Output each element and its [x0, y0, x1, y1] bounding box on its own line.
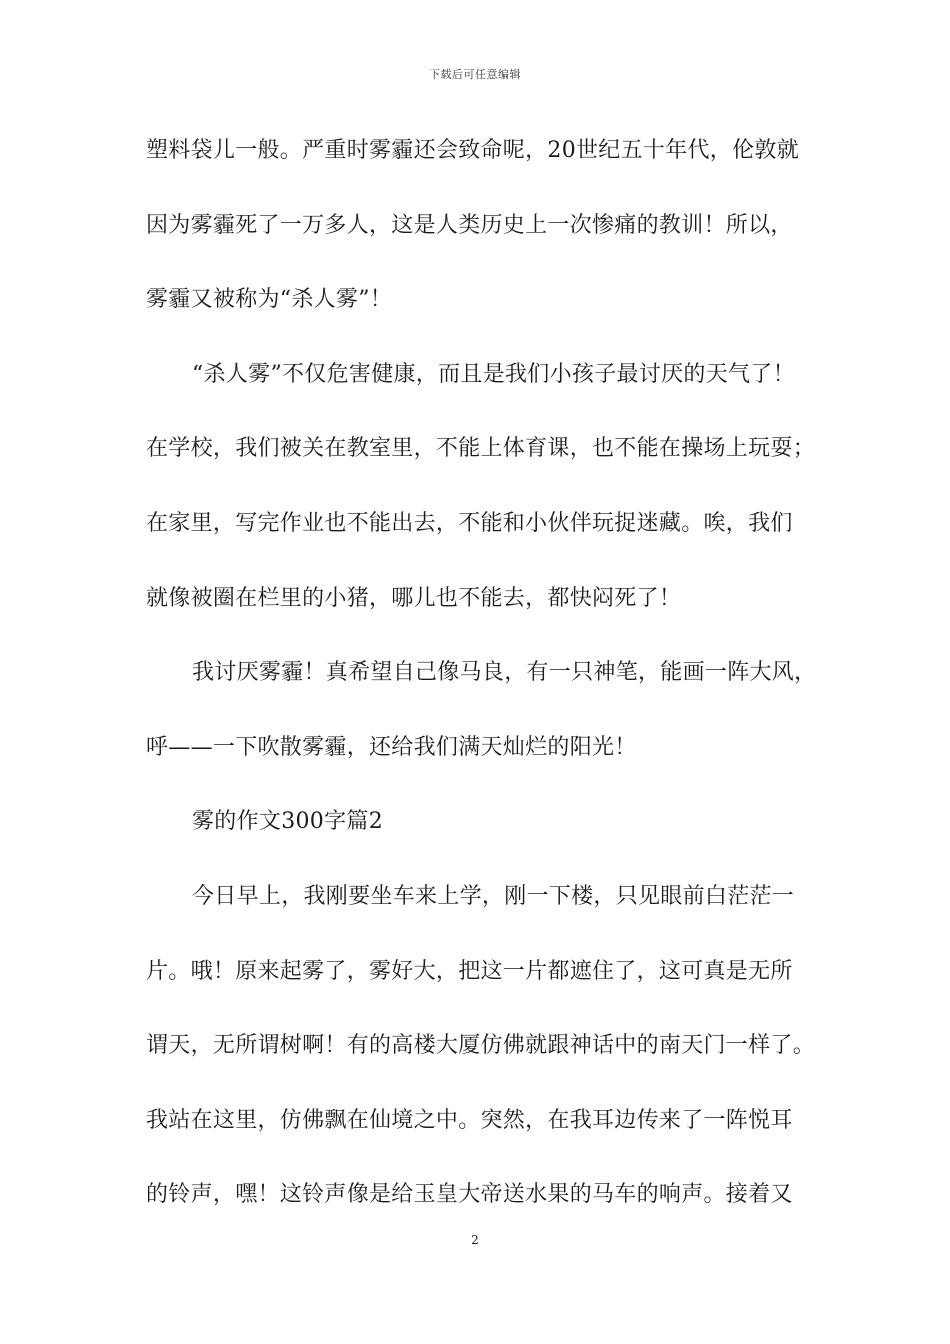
text-line: 塑料袋儿一般。严重时雾霾还会致命呢，20世纪五十年代，伦敦就 — [146, 138, 799, 163]
text-line: 在学校，我们被关在教室里，不能上体育课，也不能在操场上玩耍； — [146, 436, 816, 462]
text-line: 我讨厌雾霾！真希望自己像马良，有一只神笔，能画一阵大风， — [192, 660, 817, 686]
text-line: “杀人雾”不仅危害健康，而且是我们小孩子最讨厌的天气了！ — [192, 361, 795, 387]
text-line: 在家里，写完作业也不能出去，不能和小伙伴玩捉迷藏。唉，我们 — [146, 510, 793, 536]
section-heading: 雾的作文300字篇2 — [192, 809, 383, 835]
text-line: 因为雾霾死了一万多人，这是人类历史上一次惨痛的教训！所以， — [146, 212, 793, 238]
page-header: 下载后可任意编辑 — [429, 68, 521, 81]
text-line: 今日早上，我刚要坐车来上学，刚一下楼，只见眼前白茫茫一 — [192, 883, 795, 909]
text-line: 的铃声，嘿！这铃声像是给玉皇大帝送水果的马车的响声。接着又 — [146, 1182, 793, 1208]
text-line: 片。哦！原来起雾了，雾好大，把这一片都遮住了，这可真是无所 — [146, 958, 793, 984]
page-number: 2 — [471, 1233, 479, 1247]
text-line: 我站在这里，仿佛飘在仙境之中。突然，在我耳边传来了一阵悦耳 — [146, 1107, 793, 1133]
text-line: 呼——一下吹散雾霾，还给我们满天灿烂的阳光！ — [146, 734, 637, 760]
document-body — [146, 128, 836, 1247]
text-line: 就像被圈在栏里的小猪，哪儿也不能去，都快闷死了！ — [146, 585, 682, 611]
text-line: 雾霾又被称为“杀人雾”！ — [146, 287, 393, 313]
text-line: 谓天，无所谓树啊！有的高楼大厦仿佛就跟神话中的南天门一样了。 — [146, 1033, 816, 1059]
